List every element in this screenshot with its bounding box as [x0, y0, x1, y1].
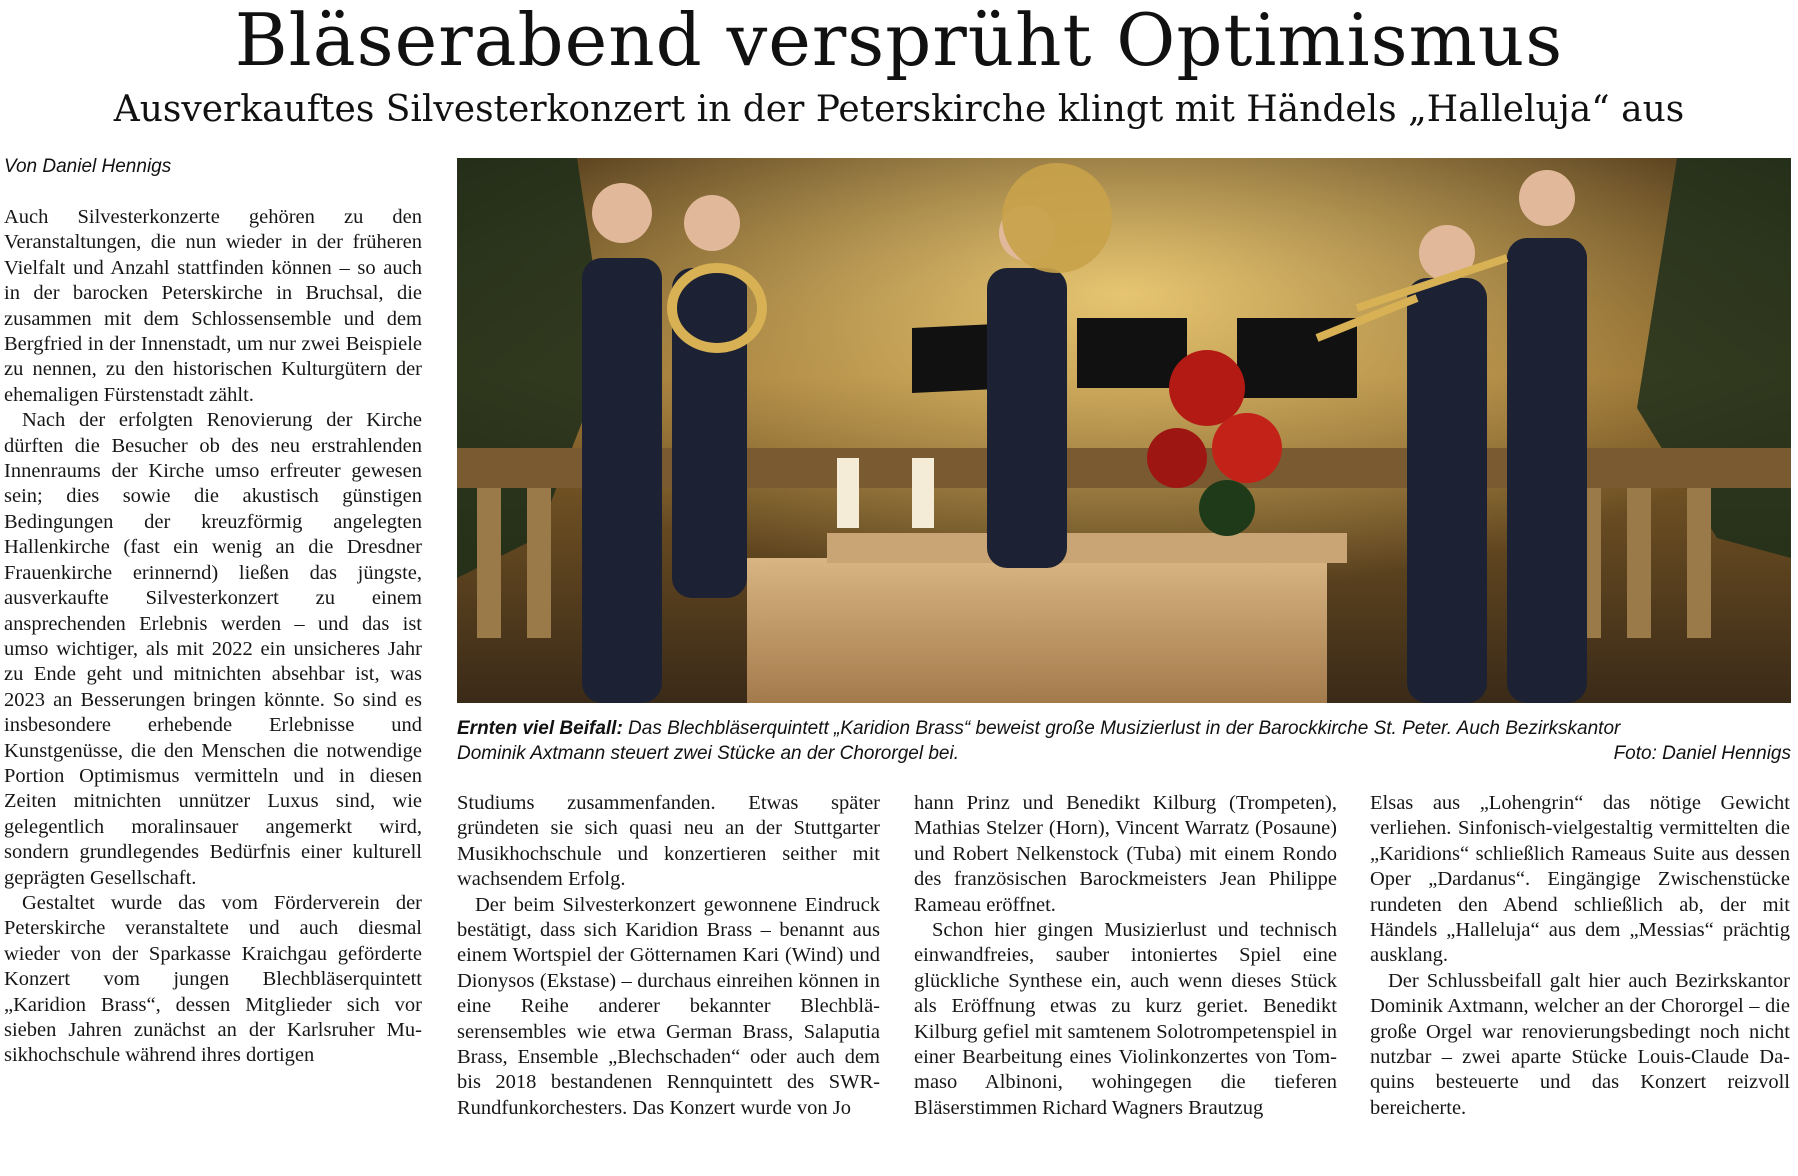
- caption-line-2: [457, 741, 1791, 766]
- caption-text: Das Blechbläserquintett „Karidion Brass“ beweist große Musizierlust in der Barockkirche St. Peter. Auch Bezirkskantor: [622, 718, 1621, 739]
- paragraph: hann Prinz und Benedikt Kilburg (Trompeten), Mathias Stelzer (Horn), Vincent Warratz (Posaune) und Robert Nelkenstock (Tuba) mit einem Rondo des französischen Barockmeisters Jean Philippe Rameau eröffnet.: [914, 792, 1337, 916]
- article-column-1: [4, 205, 422, 1069]
- paragraph: Der Schlussbeifall galt hier auch Bezirkskantor Dominik Axtmann, welcher an der Chororgel – die große Orgel war renovierungsbedingt noch nicht nutzbar – zwei aparte Stücke Louis-Claude Daquins besteuerte und das Konzert reizvoll bereicherte.: [1370, 969, 1790, 1119]
- photo-caption: [457, 716, 1791, 766]
- caption-line-1: [457, 716, 1791, 741]
- paragraph: Der beim Silvesterkonzert gewonnene Eindruck bestätigt, dass sich Karidion Brass – benannt aus einem Wortspiel der Götternamen Kari (Wind) und Dionysos (Ekstase) – durchaus einreihen können in eine Reihe anderer bekannter Blechbläserensembles wie etwa German Brass, Salaputia Brass, Ensemble „Blechschaden“ oder auch dem bis 2018 bestandenen Rennquintett des SWR-Rundfunkorchesters. Das Konzert wurde von Jo: [457, 893, 880, 1119]
- paragraph: Auch Silvesterkonzerte gehören zu den Veranstaltungen, die nun wieder in der früheren Vielfalt und Anzahl stattfinden können – so auch in der barocken Peterskirche in Bruchsal, die zusammen mit dem Schlossensemble und dem Bergfried in der Innenstadt, um nur zwei Beispiele zu nennen, zu den historischen Kulturgütern der ehemaligen Fürstenstadt zählt.: [4, 206, 422, 406]
- paragraph: Studiums zusammenfanden. Etwas später gründeten sie sich quasi neu an der Stuttgarter Musikhochschule und konzertieren seither mit wachsendem Erfolg.: [457, 792, 880, 891]
- headline: Bläserabend versprüht Optimismus: [234, 0, 1564, 82]
- paragraph: Elsas aus „Lohengrin“ das nötige Gewicht verliehen. Sinfonisch-vielgestaltig vermittelten die „Karidions“ schließlich Rameaus Suite aus dessen Oper „Dardanus“. Eingängige Zwischenstücke rundeten den Abend schließlich ab, der mit Händels „Halleluja“ aus dem „Messias“ prächtig ausklang.: [1370, 792, 1790, 967]
- subheadline: Ausverkauftes Silvesterkonzert in der Peterskirche klingt mit Händels „Halleluja“ aus: [113, 89, 1685, 130]
- photo-credit: Foto: Daniel Hennigs: [1613, 743, 1791, 764]
- paragraph: Schon hier gingen Musizierlust und technisch einwandfreies, sauber intoniertes Spiel eine glückliche Synthese ein, auch wenn dieses Stück als Eröffnung etwas zu kurz geriet. Benedikt Kilburg gefiel mit samtenem Solotrompetenspiel in einer Bearbeitung eines Violinkonzertes von Tommaso Albinoni, wohingegen die tieferen Bläserstimmen Richard Wagners Brautzug: [914, 919, 1337, 1119]
- caption-lead: Ernten viel Beifall:: [457, 718, 623, 739]
- caption-text-2: Dominik Axtmann steuert zwei Stücke an der Chororgel bei.: [457, 743, 959, 764]
- byline: Von Daniel Hennigs: [4, 156, 172, 177]
- paragraph: Gestaltet wurde das vom Förderverein der Peterskirche veranstaltete und auch diesmal wieder von der Sparkasse Kraichgau geförderte Konzert vom jungen Blechbläserquintett „Karidion Brass“, dessen Mitglieder sich vor sieben Jahren zunächst an der Karlsruher Musikhochschule während ihres dortigen: [4, 891, 422, 1067]
- article-column-4: [1370, 791, 1790, 1121]
- article-column-2: [457, 791, 880, 1121]
- article-column-3: [914, 791, 1337, 1121]
- concert-photo: [457, 158, 1791, 703]
- paragraph: Nach der erfolgten Renovierung der Kirche dürften die Besucher ob des neu erstrahlenden Innenraums der Kirche umso erfreuter gewesen sein; dies sowie die akustisch günstigen Bedingungen der kreuzförmig angelegten Hallenkirche (fast ein wenig an die Dresdner Frauenkirche erinnernd) ließen das jüngste, ausverkaufte Silvesterkonzert zu einem ansprechenden Erlebnis werden – und das ist umso wichtiger, als mit 2022 ein unsicheres Jahr zu Ende geht und mitnichten absehbar ist, was 2023 an Besserungen bringen könnte. So sind es insbesondere erhebende Erlebnisse und Kunstgenüsse, die den Menschen die notwendige Portion Optimismus vermitteln und in diesen Zeiten mitnichten unnützer Luxus sind, wie gelegentlich moralinsauer angemerkt wird, sondern grundlegendes Bedürfnis einer kulturell geprägten Gesellschaft.: [4, 409, 422, 889]
